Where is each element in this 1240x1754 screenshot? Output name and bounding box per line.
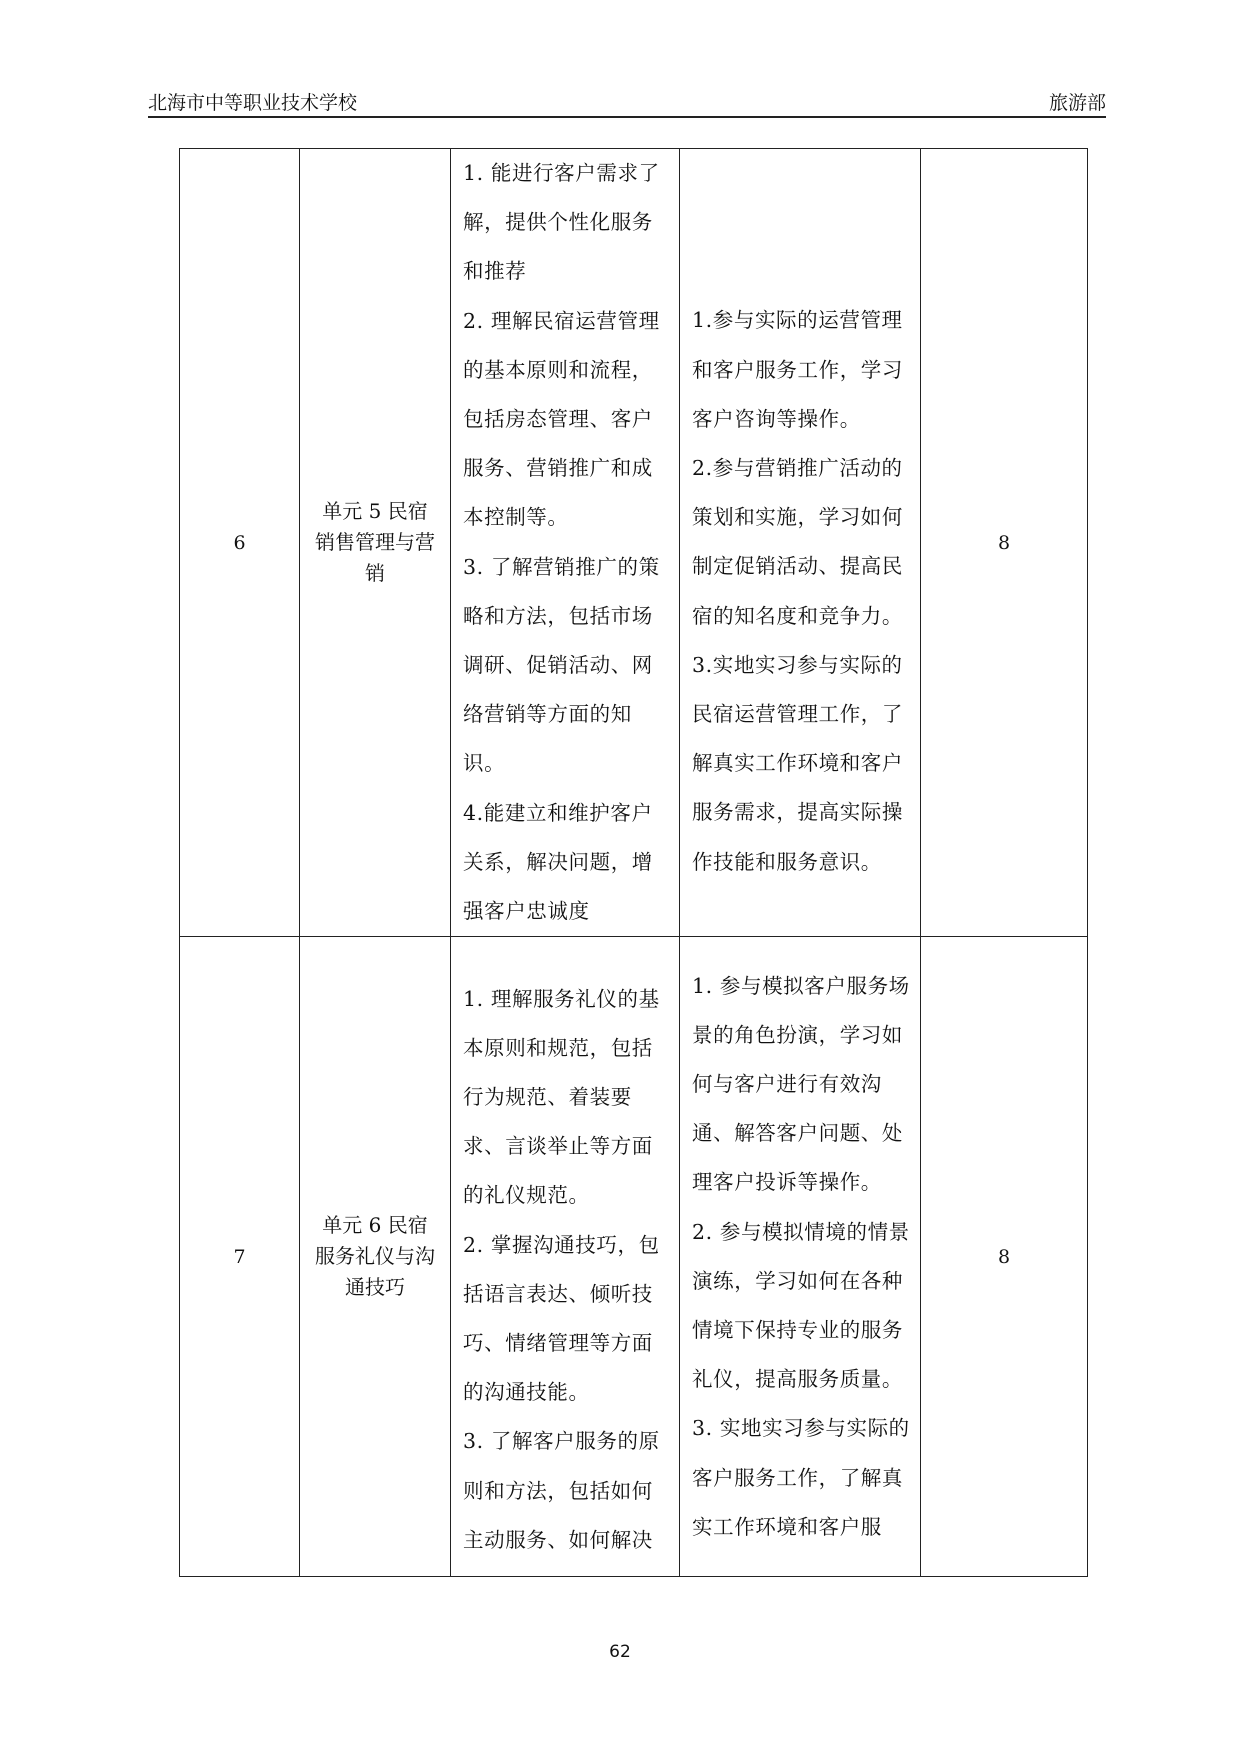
goal-item: 2. 理解民宿运营管理的基本原则和流程，包括房态管理、客户服务、营销推广和成本控制等。	[463, 308, 660, 530]
class-hours: 8	[921, 937, 1088, 1577]
goal-item: 4.能建立和维护客户关系，解决问题，增强客户忠诚度	[463, 800, 653, 924]
unit-title: 单元 6 民宿服务礼仪与沟通技巧	[315, 1213, 435, 1300]
goal-item: 1. 能进行客户需求了解，提供个性化服务和推荐	[463, 161, 660, 284]
page-number: 62	[609, 1642, 631, 1662]
unit-title-cell	[300, 937, 451, 1577]
activity-item: 2.参与营销推广活动的策划和实施，学习如何制定促销活动、提高民宿的知名度和竞争力。	[692, 456, 903, 628]
activities-cell	[680, 937, 921, 1577]
activity-item: 1. 参与模拟客户服务场景的角色扮演，学习如何与客户进行有效沟通、解答客户问题、处理客户投诉等操作。	[692, 973, 910, 1195]
row-number: 7	[180, 937, 300, 1577]
unit-title-cell	[300, 149, 451, 937]
page-header	[148, 86, 1106, 118]
activity-item: 3.实地实习参与实际的民宿运营管理工作，了解真实工作环境和客户服务需求，提高实际操作技能和服务意识。	[692, 652, 903, 874]
activity-item: 2. 参与模拟情境的情景演练，学习如何在各种情境下保持专业的服务礼仪，提高服务质量。	[692, 1219, 910, 1392]
activity-item: 1.参与实际的运营管理和客户服务工作，学习客户咨询等操作。	[692, 308, 903, 431]
goal-item: 1. 理解服务礼仪的基本原则和规范，包括行为规范、着装要求、言谈举止等方面的礼仪规范。	[463, 986, 660, 1208]
row-number: 6	[180, 149, 300, 937]
department-name: 旅游部	[1048, 92, 1106, 114]
class-hours: 8	[921, 149, 1088, 937]
curriculum-table	[179, 148, 1088, 1577]
goal-item: 3. 了解客户服务的原则和方法，包括如何主动服务、如何解决	[463, 1429, 660, 1552]
activity-item: 3. 实地实习参与实际的客户服务工作，了解真实工作环境和客户服	[692, 1416, 910, 1539]
learning-goals-cell	[451, 149, 680, 937]
goal-item: 2. 掌握沟通技巧，包括语言表达、倾听技巧、情绪管理等方面的沟通技能。	[463, 1232, 660, 1405]
table-row	[180, 937, 1088, 1577]
table-row	[180, 149, 1088, 937]
unit-title: 单元 5 民宿销售管理与营销	[315, 499, 435, 586]
goal-item: 3. 了解营销推广的策略和方法，包括市场调研、促销活动、网络营销等方面的知识。	[463, 554, 660, 776]
learning-goals-cell	[451, 937, 680, 1577]
school-name: 北海市中等职业技术学校	[148, 92, 358, 114]
activities-cell	[680, 149, 921, 937]
